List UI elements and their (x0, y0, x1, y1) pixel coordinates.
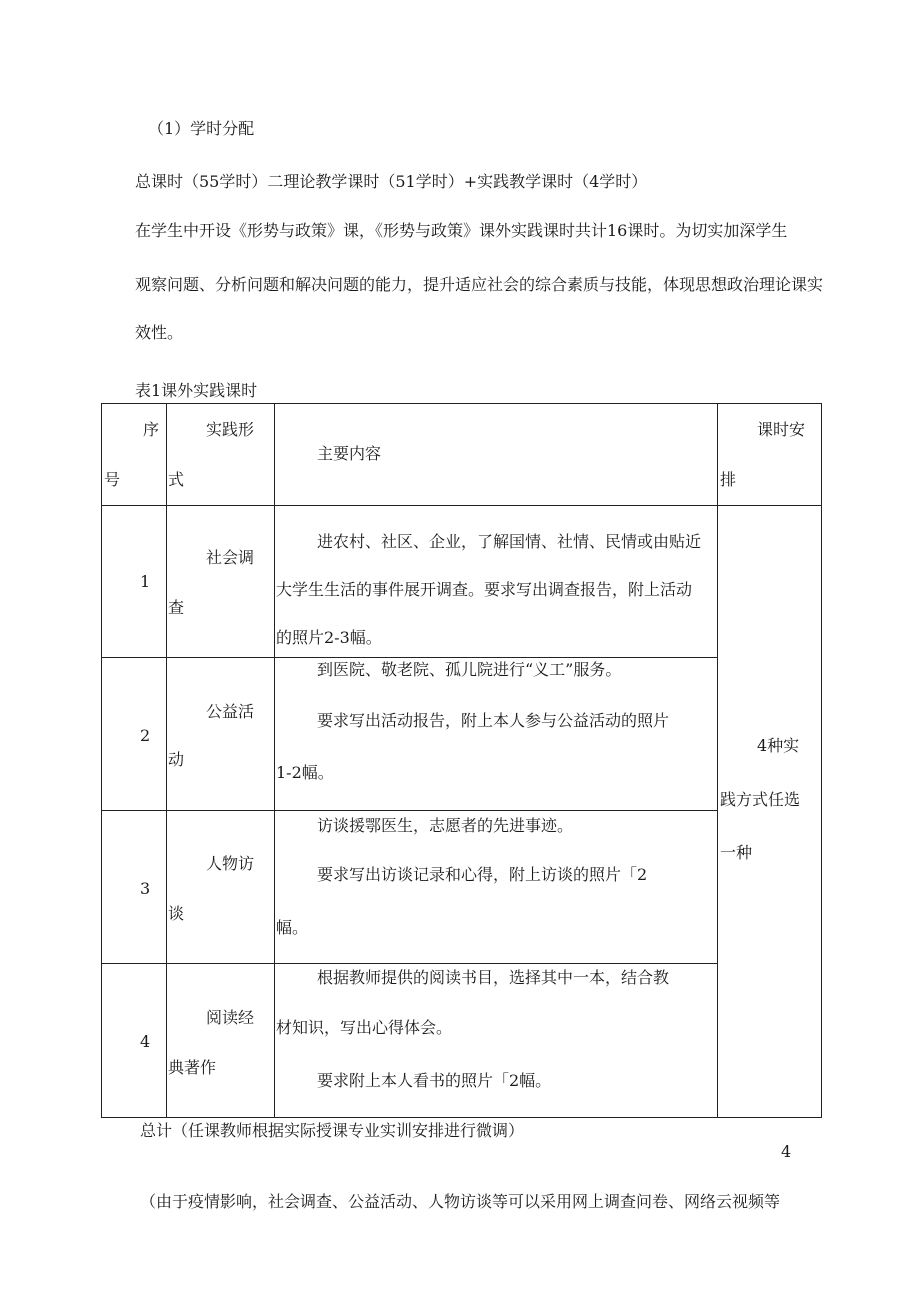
row-form-cont: 动 (168, 750, 185, 769)
header-content: 主要内容 (317, 444, 382, 463)
row-content: 访谈援鄂医生，志愿者的先进事迹。 (317, 816, 574, 835)
paragraph-line: 观察问题、分析问题和解决问题的能力，提升适应社会的综合素质与技能，体现思想政治理论课实 (135, 275, 824, 294)
row-form: 人物访 (206, 854, 255, 873)
row-form-cont: 谈 (168, 904, 185, 923)
row-form-cont: 查 (168, 598, 185, 617)
row-content: 要求写出访谈记录和心得，附上访谈的照片「2 (317, 865, 648, 884)
table-caption: 表1课外实践课时 (135, 381, 258, 400)
practice-hours-table (101, 403, 822, 1118)
row-content: 的照片2-3幅。 (276, 628, 382, 647)
header-form-cont: 式 (168, 470, 185, 489)
header-seq-cont: 号 (104, 470, 121, 489)
row-form-cont: 典著作 (168, 1058, 217, 1077)
row-content: 要求写出活动报告，附上本人参与公益活动的照片 (317, 711, 670, 730)
row-number: 2 (140, 726, 151, 745)
header-seq: 序 (143, 420, 160, 439)
row-number: 3 (140, 879, 151, 898)
row-number: 4 (140, 1032, 151, 1051)
row-content: 大学生生活的事件展开调查。要求写出调查报告，附上活动 (276, 580, 693, 599)
row-content: 进农村、社区、企业，了解国情、社情、民情或由贴近 (317, 532, 702, 551)
row-number: 1 (140, 572, 151, 591)
section-heading: （1）学时分配 (148, 119, 255, 138)
hours-merged-cont: 践方式任选 (720, 790, 801, 809)
total-value: 4 (781, 1142, 792, 1161)
row-form: 阅读经 (206, 1008, 255, 1027)
footnote: （由于疫情影响，社会调查、公益活动、人物访谈等可以采用网上调查问卷、网络云视频等 (140, 1192, 781, 1211)
paragraph-line: 效性。 (135, 323, 184, 342)
hours-merged: 4种实 (757, 736, 800, 755)
header-hours: 课时安 (757, 420, 806, 439)
header-form: 实践形 (206, 420, 255, 439)
row-form: 社会调 (206, 548, 255, 567)
paragraph-line: 在学生中开设《形势与政策》课，《形势与政策》课外实践课时共计16课时。为切实加深学生 (135, 221, 788, 240)
header-hours-cont: 排 (720, 470, 737, 489)
hours-merged-cont: 一种 (720, 843, 753, 862)
row-content: 到医院、敬老院、孤儿院进行“义工”服务。 (317, 660, 622, 679)
row-content: 要求附上本人看书的照片「2幅。 (317, 1071, 552, 1090)
row-content: 根据教师提供的阅读书目，选择其中一本，结合教 (317, 968, 670, 987)
hours-summary: 总课时（55学时）二理论教学课时（51学时）+实践教学课时（4学时） (135, 172, 648, 191)
total-note: 总计（任课教师根据实际授课专业实训安排进行微调） (140, 1121, 525, 1140)
row-content: 1-2幅。 (276, 763, 334, 782)
row-content: 材知识，写出心得体会。 (276, 1018, 453, 1037)
row-form: 公益活 (206, 702, 255, 721)
row-content: 幅。 (276, 918, 309, 937)
